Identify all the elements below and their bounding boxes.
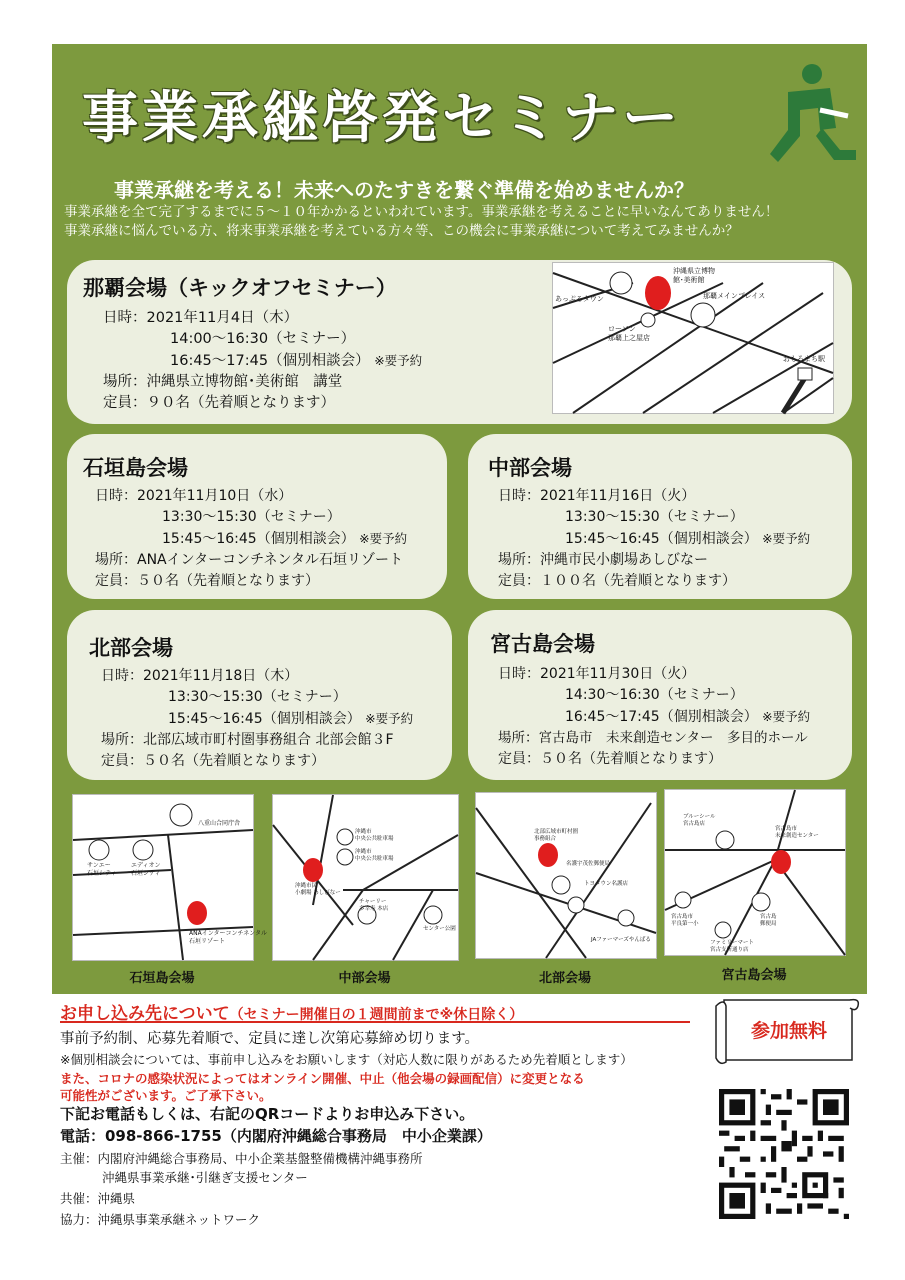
map-label: センター公園	[423, 926, 456, 932]
intro-line: 事業承継に悩んでいる方、将来事業承継を考えている方々等、この機会に事業承継について考えてみませんか？	[64, 223, 739, 239]
venue-time-consult	[101, 708, 413, 730]
venue-details	[101, 666, 413, 772]
map-label: JAファーマーズやんばる	[591, 937, 651, 943]
map-label: 未来創造センター	[775, 833, 819, 839]
phone-number[interactable]: 電話：098-866-1755（内閣府沖縄総合事務局 中小企業課）	[60, 1127, 492, 1145]
map-label: 沖縄市	[355, 829, 372, 835]
covid-warning: 可能性がございます。ご了承下さい。	[60, 1088, 272, 1103]
organizer: 主催：内閣府沖縄総合事務局、中小企業基盤整備機構沖縄事務所	[60, 1151, 423, 1166]
venue-place: 場所：北部広域市町村圏事務組合 北部会館３F	[101, 732, 394, 748]
organizer: 沖縄県事業承継･引継ぎ支援センター	[102, 1170, 308, 1185]
covid-warning: また、コロナの感染状況によってはオンライン開催、中止（他会場の録画配信）に変更となる	[60, 1071, 585, 1086]
venue-time-seminar: 13:30～15:30（セミナー）	[565, 509, 744, 525]
venue-card-naha	[67, 260, 852, 424]
map-chubu	[272, 794, 459, 961]
map-label: 北部広域市町村圏	[534, 829, 579, 835]
venue-card-hokubu	[67, 610, 452, 780]
map-label: エディオン	[131, 862, 161, 869]
flyer	[52, 44, 867, 1246]
venue-place: 場所：宮古島市 未来創造センター 多目的ホール	[498, 730, 808, 746]
venue-title: 中部会場	[488, 456, 572, 480]
venue-details	[95, 486, 407, 592]
venue-time-consult-text: 15:45～16:45（個別相談会）	[162, 531, 355, 547]
map-caption: 石垣島会場	[129, 971, 195, 986]
map-miyako	[664, 789, 846, 956]
venue-capacity: 定員：１００名（先着順となります）	[498, 573, 736, 589]
map-label: 沖縄市民	[295, 883, 318, 889]
divider	[60, 1021, 690, 1023]
free-badge	[712, 996, 862, 1068]
map-label: 宮古島	[760, 914, 777, 920]
reservation-note: ※要予約	[762, 709, 811, 724]
map-caption: 宮古島会場	[721, 968, 787, 983]
map-label: 宮古島市	[671, 914, 694, 920]
map-label: 沖縄県立博物	[673, 267, 715, 275]
map-label: サンエー	[87, 862, 111, 869]
map-caption: 北部会場	[538, 971, 591, 986]
map-label: 郵便局	[760, 921, 777, 927]
venue-date: 日時：2021年11月4日（木）	[103, 310, 299, 326]
page-title: 事業承継啓発セミナー	[82, 86, 682, 151]
venue-title: 北部会場	[89, 636, 173, 660]
map-label: 多幸寿 本店	[359, 906, 389, 912]
intro-text	[64, 203, 778, 241]
map-naha	[552, 262, 834, 414]
qr-code-icon[interactable]	[719, 1089, 849, 1219]
map-label: 名護宇茂佐郵便局	[566, 861, 611, 867]
map-hokubu	[475, 792, 657, 959]
map-label: ローソン	[608, 325, 636, 333]
free-label: 参加無料	[750, 1020, 827, 1042]
venue-date: 日時：2021年11月16日（火）	[498, 488, 696, 504]
venue-title: 那覇会場（キックオフセミナー）	[83, 276, 397, 300]
venue-title: 宮古島会場	[490, 632, 595, 656]
venue-time-consult-text: 15:45～16:45（個別相談会）	[565, 531, 758, 547]
co-sponsor: 共催：沖縄県	[60, 1191, 136, 1206]
map-label: あっぷるタウン	[555, 295, 604, 303]
venue-time-consult	[498, 528, 810, 550]
venue-time-consult-text: 15:45～16:45（個別相談会）	[168, 711, 361, 727]
venue-capacity: 定員：５０名（先着順となります）	[498, 751, 722, 767]
venue-place: 場所：ANAインターコンチネンタル石垣リゾート	[95, 552, 403, 568]
venue-details	[103, 308, 422, 414]
venue-time-seminar: 14:30～16:30（セミナー）	[565, 687, 744, 703]
map-label: 宮古島店	[683, 821, 706, 827]
apply-title: お申し込み先について	[60, 1004, 230, 1024]
apply-section	[52, 994, 867, 1246]
map-label: トヨタウン名護店	[584, 881, 629, 887]
map-label: ANAインターコンチネンタル	[189, 930, 267, 937]
subtitle: 事業承継を考える！未来へのたすきを繋ぐ準備を始めませんか？	[114, 178, 694, 202]
venue-date: 日時：2021年11月30日（火）	[498, 666, 696, 682]
venue-capacity: 定員：５０名（先着順となります）	[95, 573, 319, 589]
venue-time-consult	[95, 528, 407, 550]
map-label: 事務組合	[534, 836, 557, 842]
map-label: 沖縄市	[355, 849, 372, 855]
venue-place: 場所：沖縄市民小劇場あしびなー	[498, 552, 708, 568]
map-label: 館･美術館	[673, 276, 705, 284]
venue-time-consult	[498, 706, 810, 728]
map-label: 中央公共駐車場	[355, 836, 394, 842]
reservation-note: ※要予約	[762, 531, 811, 546]
venue-details	[498, 486, 810, 592]
venue-time-seminar: 13:30～15:30（セミナー）	[168, 689, 347, 705]
map-label: ブルーシール	[683, 814, 716, 820]
venue-time-seminar: 14:00～16:30（セミナー）	[170, 331, 356, 347]
venue-card-chubu	[468, 434, 852, 599]
apply-info: 事前予約制、応募先着順で、定員に達し次第応募締め切ります。	[60, 1031, 480, 1047]
venue-capacity: 定員：５０名（先着順となります）	[101, 753, 325, 769]
map-ishigaki	[72, 794, 267, 961]
map-label: 石垣シティ	[87, 870, 117, 877]
map-label: 平良第一小	[671, 921, 699, 927]
venue-title: 石垣島会場	[83, 456, 188, 480]
apply-instruction: 下記お電話もしくは、右記のQRコードよりお申込み下さい。	[60, 1105, 475, 1123]
reservation-note: ※要予約	[365, 711, 414, 726]
venue-details	[498, 664, 810, 770]
venue-capacity: 定員：９０名（先着順となります）	[103, 395, 335, 411]
map-label: 那覇メインプレイス	[703, 292, 766, 300]
venue-time-seminar: 13:30～15:30（セミナー）	[162, 509, 341, 525]
map-label: チャーリー	[359, 899, 387, 905]
map-label: 八重山合同庁舎	[198, 820, 241, 827]
venue-time-consult-text: 16:45～17:45（個別相談会）	[565, 709, 758, 725]
venue-time-consult-text: 16:45～17:45（個別相談会）	[170, 353, 370, 369]
venue-place: 場所：沖縄県立博物館･美術館 講堂	[103, 374, 343, 390]
reservation-note: ※要予約	[374, 353, 423, 368]
apply-note: ※個別相談会については、事前申し込みをお願いします（対応人数に限りがあるため先着順とします）	[60, 1052, 633, 1067]
venue-date: 日時：2021年11月10日（水）	[95, 488, 293, 504]
apply-deadline: （セミナー開催日の１週間前まで※休日除く）	[229, 1007, 524, 1023]
intro-line: 事業承継を全て完了するまでに５～１０年かかるといわれています。事業承継を考えることに早いなんてありません！	[64, 204, 779, 220]
venue-card-ishigaki	[67, 434, 447, 599]
map-caption: 中部会場	[338, 971, 391, 986]
cooperation: 協力：沖縄県事業承継ネットワーク	[60, 1212, 261, 1227]
map-label: 宮古島市	[775, 826, 798, 832]
map-label: 中央公共駐車場	[355, 856, 394, 862]
venue-card-miyako	[468, 610, 852, 780]
map-label: 石垣リゾート	[189, 938, 226, 945]
map-label: 宮古支所通り店	[710, 947, 749, 953]
map-label: おもろまち駅	[783, 355, 825, 363]
map-label: 小劇場 あしびなー	[295, 890, 341, 896]
map-label: ファミリーマート	[710, 940, 754, 946]
green-panel	[52, 44, 867, 994]
map-label: 那覇上之屋店	[608, 334, 650, 342]
venue-time-consult	[103, 350, 422, 372]
venue-date: 日時：2021年11月18日（木）	[101, 668, 299, 684]
reservation-note: ※要予約	[359, 531, 408, 546]
mascot-icon	[760, 58, 860, 178]
map-label: 石垣シティ	[131, 870, 161, 877]
